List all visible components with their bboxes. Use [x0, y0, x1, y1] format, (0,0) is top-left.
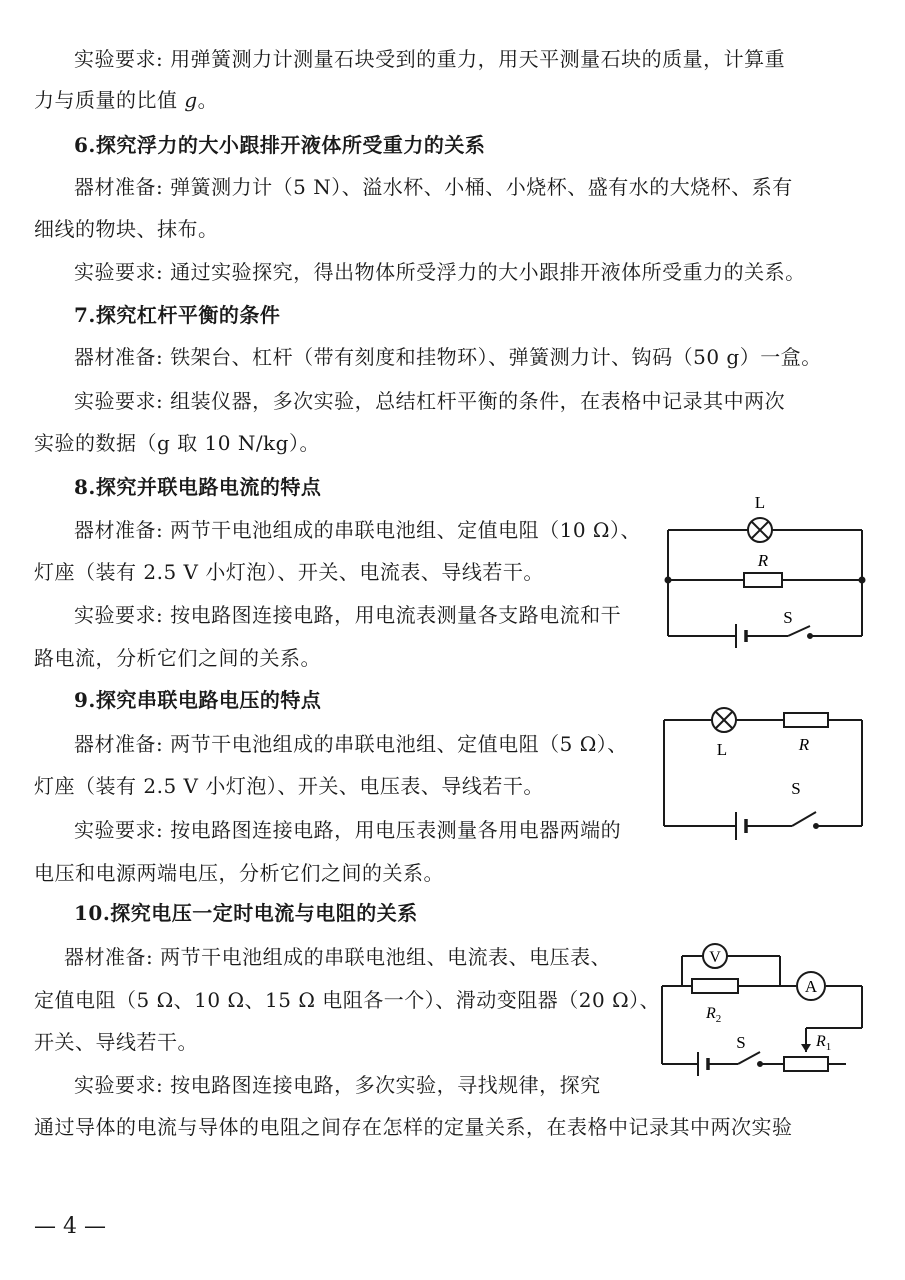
s9-title: 9.探究串联电路电压的特点	[74, 688, 322, 712]
s7-req-line1: 实验要求: 组装仪器，多次实验，总结杠杆平衡的条件，在表格中记录其中两次	[74, 389, 786, 413]
s6-title: 6.探究浮力的大小跟排开液体所受重力的关系	[74, 133, 486, 157]
s8-title: 8.探究并联电路电流的特点	[74, 475, 322, 499]
junction-dot-left	[665, 577, 672, 584]
s5-req-line2: 力与质量的比值 g。	[34, 88, 219, 112]
lamp-label: L	[716, 740, 728, 759]
junction-dot-right	[859, 577, 866, 584]
s8-equip-line1: 器材准备: 两节干电池组成的串联电池组、定值电阻（10 Ω）、	[74, 518, 641, 542]
battery-icon	[698, 1052, 708, 1076]
lamp-icon	[748, 518, 772, 542]
s6-req-line1: 实验要求: 通过实验探究，得出物体所受浮力的大小跟排开液体所受重力的关系。	[74, 260, 806, 284]
s7-title: 7.探究杠杆平衡的条件	[74, 303, 281, 327]
r2-resistor-icon	[692, 979, 738, 993]
voltmeter-label: V	[709, 949, 721, 966]
lamp-label: L	[754, 493, 766, 512]
current-resistance-circuit-diagram	[656, 934, 874, 1080]
s6-equip-line2: 细线的物块、抹布。	[34, 217, 219, 241]
resistor-label: R	[757, 551, 769, 570]
s8-equip-line2: 灯座（装有 2.5 V 小灯泡）、开关、电流表、导线若干。	[34, 560, 544, 584]
s5-req-text1: 用弹簧测力计测量石块受到的重力，用天平测量石块的质量，计算重	[170, 47, 786, 71]
switch-icon	[792, 812, 818, 828]
s9-req-line2: 电压和电源两端电压，分析它们之间的关系。	[34, 861, 444, 885]
s5-req-label: 实验要求:	[74, 47, 164, 71]
parallel-circuit-diagram	[660, 488, 872, 653]
lamp-icon	[712, 708, 736, 732]
battery-icon	[736, 812, 746, 840]
s7-equip-line1: 器材准备: 铁架台、杠杆（带有刻度和挂物环）、弹簧测力计、钩码（50 g）一盒。	[74, 345, 822, 369]
r2-label: $R_2$	[706, 1005, 722, 1025]
s5-req-line1	[74, 44, 785, 74]
switch-label: S	[736, 1033, 746, 1052]
s10-equip-line2: 定值电阻（5 Ω、10 Ω、15 Ω 电阻各一个）、滑动变阻器（20 Ω）、	[34, 988, 661, 1012]
r1-label: $R_1$	[816, 1033, 832, 1053]
resistor-icon	[784, 713, 828, 727]
slider-arrow-icon	[801, 1044, 811, 1052]
s8-req-line2: 路电流，分析它们之间的关系。	[34, 646, 321, 670]
s9-req-line1: 实验要求: 按电路图连接电路，用电压表测量各用电器两端的	[74, 818, 622, 842]
s10-req-line1: 实验要求: 按电路图连接电路，多次实验，寻找规律，探究	[74, 1073, 601, 1097]
r1-rheostat-icon	[784, 1057, 828, 1071]
resistor-label: R	[798, 735, 810, 754]
g-variable: g	[184, 88, 198, 112]
s10-equip-line1: 器材准备: 两节干电池组成的串联电池组、电流表、电压表、	[64, 945, 612, 969]
s7-req-line2: 实验的数据（g 取 10 N/kg）。	[34, 431, 320, 455]
series-circuit-diagram	[658, 700, 870, 840]
ammeter-label: A	[804, 977, 818, 996]
s10-title: 10.探究电压一定时电流与电阻的关系	[74, 901, 418, 925]
s8-req-line1: 实验要求: 按电路图连接电路，用电流表测量各支路电流和干	[74, 603, 622, 627]
resistor-icon	[744, 573, 782, 587]
switch-label: S	[791, 779, 801, 798]
s10-equip-line3: 开关、导线若干。	[34, 1030, 198, 1054]
switch-label: S	[783, 608, 793, 627]
s9-equip-line2: 灯座（装有 2.5 V 小灯泡）、开关、电压表、导线若干。	[34, 774, 544, 798]
switch-icon	[738, 1052, 762, 1066]
page-number: — 4 —	[34, 1214, 106, 1239]
s6-equip-line1: 器材准备: 弹簧测力计（5 N）、溢水杯、小桶、小烧杯、盛有水的大烧杯、系有	[74, 175, 793, 199]
s10-req-line2: 通过导体的电流与导体的电阻之间存在怎样的定量关系，在表格中记录其中两次实验	[34, 1115, 793, 1139]
switch-icon	[788, 626, 812, 638]
s9-equip-line1: 器材准备: 两节干电池组成的串联电池组、定值电阻（5 Ω）、	[74, 732, 628, 756]
battery-icon	[736, 624, 746, 648]
